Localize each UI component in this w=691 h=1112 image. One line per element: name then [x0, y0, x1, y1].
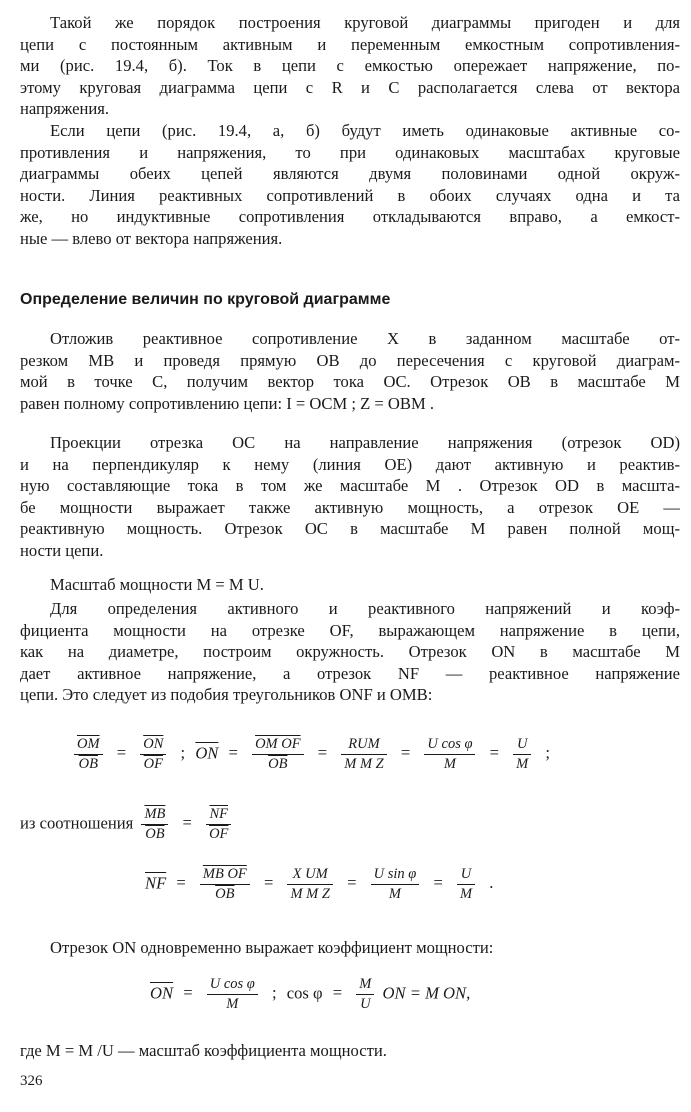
text-line: Отрезок ON одновременно выражает коэффициент мощности:	[50, 938, 494, 957]
text-line: равен полному сопротивлению цепи: I = OCM ; Z = OBM .	[20, 393, 435, 413]
fraction: $\frac{\text{MB OF}}{OB}$	[200, 866, 250, 903]
equation-intro: из соотношения	[20, 813, 134, 833]
text-line: Масштаб мощности M = M U.	[50, 575, 264, 594]
fraction: $\frac{\text{RUM}}{\text{M M Z}}$	[341, 736, 386, 773]
fraction: $\frac{\text{U cos φ}}{M}$	[424, 736, 475, 773]
equation-lhs: $\overline{NF}$	[145, 873, 167, 893]
fraction: $\frac{\overline{OM}}{OB}$	[74, 736, 103, 773]
text-line: реактивную мощность. Отрезок OC в масштабе M равен полной мощ-	[20, 519, 680, 538]
text-line: напряжения.	[20, 99, 109, 118]
fraction: $\frac{\text{OM OF}}{OB}$	[252, 736, 304, 773]
equation-lhs: $\overline{ON}$	[150, 983, 174, 1003]
text-line: Для определения активного и реактивного напряжений и коэф-	[50, 599, 680, 618]
text-line: бе мощности выражает также активную мощность, а отрезок OE —	[20, 497, 680, 517]
page-number: 326	[20, 1073, 43, 1089]
fraction: $\frac{\overline{ON}}{OF}$	[140, 736, 166, 773]
text-line: цепи с постоянным активным и переменным емкостным сопротивления-	[20, 34, 680, 54]
text-line: как на диаметре, построим окружность. Отрезок ON в масштабе M	[20, 642, 680, 661]
text-line: резком MB и проведя прямую OB до пересечения с круговой диаграм-	[20, 350, 680, 370]
paragraph-6	[20, 598, 680, 706]
fraction: $\frac{M}{U}$	[356, 976, 374, 1013]
fraction: $\frac{\text{U sin φ}}{M}$	[371, 866, 420, 903]
text-line: Такой же порядок построения круговой диаграммы пригоден и для	[50, 13, 680, 32]
text-line: противления и напряжения, то при одинаковых масштабах круговые	[20, 142, 680, 162]
text-line: где M = M /U — масштаб коэффициента мощности.	[20, 1041, 387, 1060]
equation-1: $\frac{\overline{OM}}{OB}$ = $\frac{\overline{ON}}{OF}$ ; $\overline{ON}$ = $\frac{\text{OM OF}}{OB}$ = $\frac{\text{RUM}}{\text{M M Z}}$ = $\frac{\text{U cos φ}}{M}$ = $\frac{U}{M}$ ;	[70, 736, 556, 773]
cos-phi: cos φ	[286, 983, 323, 1003]
text-line: Отложив реактивное сопротивление X в заданном масштабе от-	[50, 329, 680, 348]
text-line: диаграммы обеих цепей являются двумя половинами одной окруж-	[20, 164, 680, 183]
text-line: цепи. Это следует из подобия треугольников ONF и OMB:	[20, 685, 433, 704]
equation-lhs: $\overline{ON}$	[195, 743, 219, 763]
text-line: мой в точке C, получим вектор тока OC. Отрезок OB в масштабе M	[20, 372, 680, 391]
text-line: Если цепи (рис. 19.4, а, б) будут иметь одинаковые активные со-	[50, 121, 680, 140]
text-line: и на перпендикуляр к нему (линия OE) дают активную и реактив-	[20, 454, 680, 474]
equation-4: $\overline{ON}$ = $\frac{\text{U cos φ}}{M}$ ; cos φ = $\frac{M}{U}$ ON = M ON,	[150, 976, 471, 1012]
text-line: ную составляющие тока в том же масштабе M . Отрезок OD в масшта-	[20, 476, 680, 495]
text-line: ми (рис. 19.4, б). Ток в цепи с емкостью опережает напряжение, по-	[20, 56, 680, 75]
fraction: $\frac{U}{M}$	[513, 736, 531, 773]
equation-3: $\overline{NF}$ = $\frac{\text{MB OF}}{OB}$ = $\frac{\text{X UM}}{\text{M M Z}}$ = $\frac{\text{U sin φ}}{M}$ = $\frac{U}{M}$ .	[145, 866, 494, 902]
paragraph-1	[20, 12, 680, 120]
fraction: $\frac{\overline{NF}}{OF}$	[206, 806, 231, 843]
paragraph-2	[20, 120, 680, 249]
fraction: $\frac{\overline{MB}}{OB}$	[141, 806, 168, 843]
text-line: фициента мощности на отрезке OF, выражающем напряжение в цепи,	[20, 620, 680, 640]
text-line: Проекции отрезка OC на направление напряжения (отрезок OD)	[50, 433, 680, 452]
paragraph-8	[20, 937, 680, 959]
equation-rhs: ON = M ON,	[382, 983, 471, 1003]
fraction: $\frac{\text{X UM}}{\text{M M Z}}$	[287, 866, 332, 903]
paragraph-3	[20, 328, 680, 414]
fraction: $\frac{\text{U cos φ}}{M}$	[207, 976, 258, 1013]
text-line: ности цепи.	[20, 540, 104, 560]
fraction: $\frac{U}{M}$	[457, 866, 475, 903]
text-line: дает активное напряжение, а отрезок NF — реактивное напряжение	[20, 663, 680, 683]
paragraph-9	[20, 1040, 680, 1062]
paragraph-4	[20, 432, 680, 561]
text-line: же, но индуктивные сопротивления откладываются вправо, а емкост-	[20, 207, 680, 226]
section-heading: Определение величин по круговой диаграмме	[20, 291, 391, 308]
text-line: этому круговая диаграмма цепи с R и C располагается слева от вектора	[20, 77, 680, 97]
text-line: ные — влево от вектора напряжения.	[20, 228, 283, 248]
paragraph-5	[20, 574, 680, 596]
equation-2: из соотношения $\frac{\overline{MB}}{OB}$ = $\frac{\overline{NF}}{OF}$	[20, 806, 235, 843]
text-line: ности. Линия реактивных сопротивлений в обоих случаях одна и та	[20, 185, 680, 205]
